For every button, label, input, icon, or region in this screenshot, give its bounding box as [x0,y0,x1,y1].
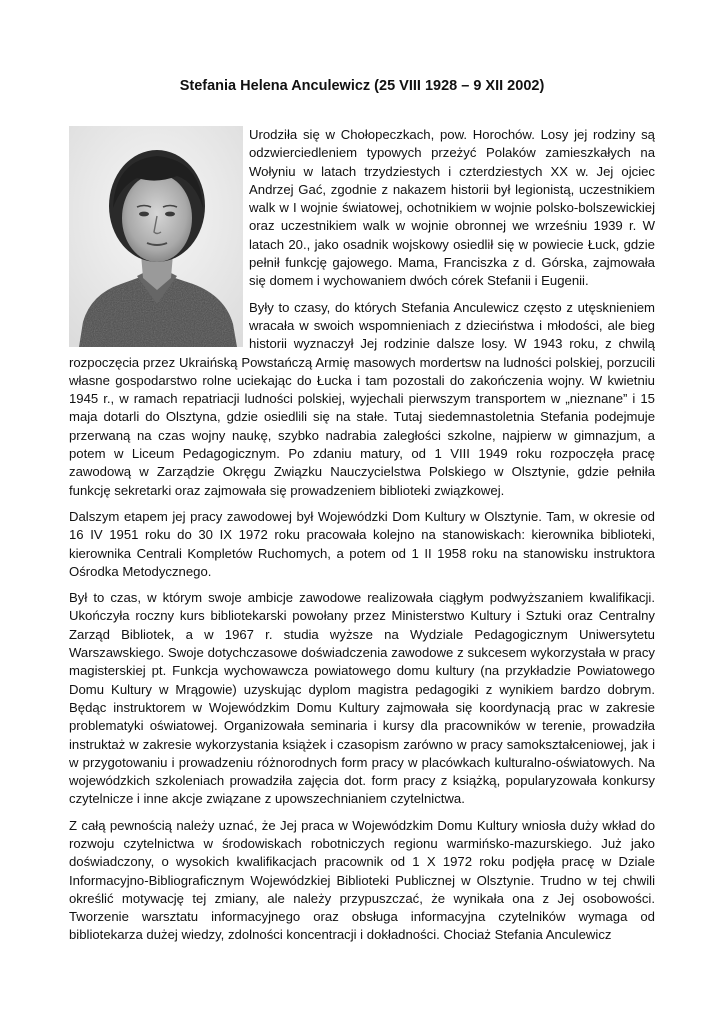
paragraph-4: Był to czas, w którym swoje ambicje zawodowe realizowała ciągłym podwyższaniem kwalifikacji. Ukończyła roczny kurs bibliotekarski powołany przez Ministerstwo Kultury i Sztuki oraz Centralny Zarząd Bibliotek, a w 1967 r. studia wyższe na Wydziale Pedagogicznym Uniwersytetu Warszawskiego. Swoje dotychczasowe doświadczenia zawodowe z sukcesem wykorzystała w pracy magisterskiej pt. Funkcja wychowawcza powiatowego domu kultury (na przykładzie Powiatowego Domu Kultury w Mrągowie) uzyskując dyplom magistra pedagogiki z wynikiem bardzo dobrym. Będąc instruktorem w Wojewódzkim Domu Kultury zajmowała się koordynacją prac w zakresie problematyki oświatowej. Organizowała seminaria i kursy dla pracowników w terenie, prowadziła instruktaż w zakresie wykorzystania książek i czasopism zarówno w pracy samokształceniowej, jak i w przygotowaniu i prowadzeniu różnorodnych form pracy w placówkach kulturalno-oświatowych. Na wojewódzkich szkoleniach prowadziła zajęcia dot. form pracy z książką, popularyzowała konkursy czytelnicze i inne akcje związane z upowszechnianiem czytelnictwa. [69,590,655,807]
paragraph-5: Z całą pewnością należy uznać, że Jej praca w Wojewódzkim Domu Kultury wniosła duży wkład do rozwoju czytelnictwa w środowiskach robotniczych regionu warmińsko-mazurskiego. Już jako doświadczony, o wysokich kwalifikacjach pracownik od 1 X 1972 roku podjęła pracę w Dziale Informacyjno-Bibliograficznym Wojewódzkiej Biblioteki Publicznej w Olsztynie. Trudno w tej chwili określić motywację tej zmiany, ale należy przypuszczać, że wynikała ona z Jej osobowości. Tworzenie warsztatu informacyjnego oraz obsługa informacyjna czytelników wymaga od bibliotekarza dużej wiedzy, zdolności koncentracji i dokładności. Chociaż Stefania Anculewicz [69,817,655,943]
portrait-photo-icon [69,126,243,347]
paragraph-1: Urodziła się w Chołopeczkach, pow. Horochów. Losy jej rodziny są odzwierciedleniem typowych przeżyć Polaków zamieszkałych na Wołyniu w latach trzydziestych i czterdziestych XX w. Jej ojciec Andrzej Gać, zgodnie z nakazem historii był legionistą, uczestnikiem walk w I wojnie światowej, ochotnikiem w wojnie polsko-bolszewickiej oraz uczestnikiem walk w wojnie obronnej we wrześniu 1939 r. W latach 20., jako osadnik wojskowy osiedlił się w powiecie Łuck, gdzie pełnił funkcję gajowego. Mama, Franciszka z d. Górska, zajmowała się domem i wychowaniem dwóch córek Stefanii i Eugenii. [249,127,655,289]
biography-text [69,126,655,953]
paragraph-2: Były to czasy, do których Stefania Anculewicz często z utęsknieniem wracała w swoich wspomnieniach z dzieciństwa i młodości, ale bieg historii wyznaczył Jej rodzinie dalsze losy. W 1943 roku, z chwilą rozpoczęcia przez Ukraińską Powstańczą Armię masowych mordertsw na ludności polskiej, porzucili własne gospodarstwo rolne uciekając do Łucka i tam pozostali do zakończenia wojny. W kwietniu 1945 r., w ramach repatriacji ludności polskiej, wyjechali pierwszym transportem w „nieznane” i 15 maja dotarli do Olsztyna, gdzie osiedlili się na stałe. Tutaj siedemnastoletnia Stefania podejmuje przerwaną na czas wojny naukę, szybko nadrabia zaległości szkolne, najpierw w gimnazjum, a potem w Liceum Pedagogicznym. Po zdaniu matury, od 1 VIII 1949 roku rozpoczęła pracę zawodową w Zarządzie Okręgu Związku Nauczycielstwa Polskiego w Olsztynie, gdzie pełniła funkcję sekretarki oraz zajmowała się prowadzeniem biblioteki związkowej. [69,299,655,498]
page-title: Stefania Helena Anculewicz (25 VIII 1928 – 9 XII 2002) [179,78,545,94]
paragraph-3: Dalszym etapem jej pracy zawodowej był Wojewódzki Dom Kultury w Olsztynie. Tam, w okresie od 16 IV 1951 roku do 30 IX 1972 roku pracowała kolejno na stanowiskach: kierownika biblioteki, kierownika Centrali Kompletów Ruchomych, a potem od 1 II 1958 roku na stanowisku instruktora Ośrodka Metodycznego. [69,508,655,579]
